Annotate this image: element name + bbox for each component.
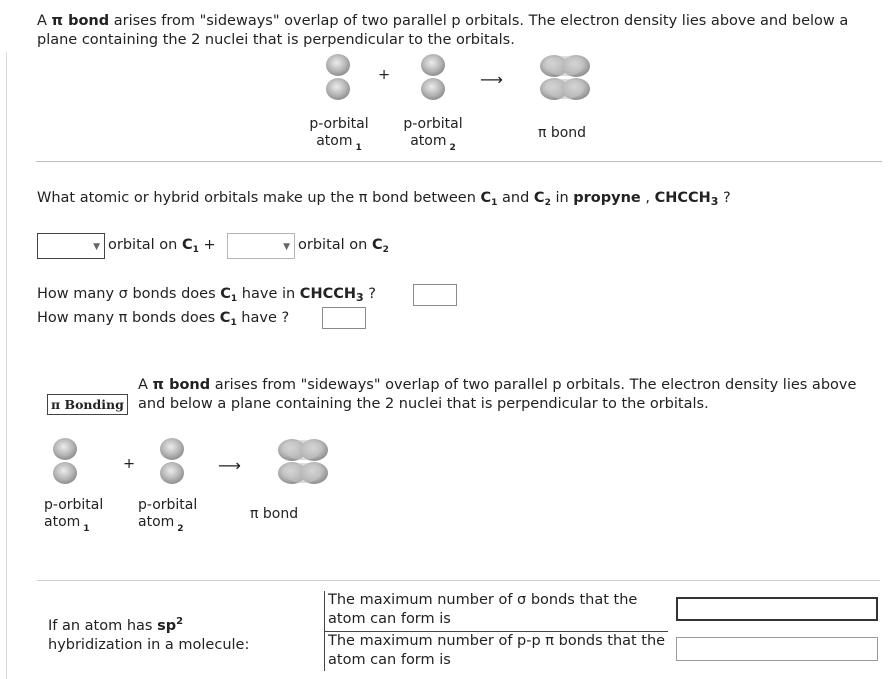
sigma-count-input[interactable] (413, 284, 457, 306)
hint-text: A π bond arises from "sideways" overlap of two parallel p orbitals. The electron density lies above and below a plane containing the 2 nuclei that is perpendicular to the orbitals. (138, 377, 857, 412)
chevron-down-icon: ▼ (283, 242, 290, 252)
reaction-arrow: ⟶ (218, 456, 241, 475)
plus-sign: + (378, 67, 391, 83)
p-orbital-atom1-icon (53, 438, 77, 484)
left-margin-rule (6, 52, 7, 679)
pi-count-input[interactable] (322, 307, 366, 329)
p-orbital-atom1-icon (326, 54, 350, 100)
max-pi-bonds-input[interactable] (676, 637, 878, 661)
hint-caption-pi-bond: π bond (250, 506, 299, 522)
plus-sign: + (123, 456, 136, 472)
intro-text: A π bond arises from "sideways" overlap of two parallel p orbitals. The electron density lies above and below a plane containing the 2 nuclei that is perpendicular to the orbitals. (37, 13, 849, 48)
chevron-down-icon: ▼ (93, 242, 100, 252)
orbital-c2-dropdown[interactable] (227, 233, 295, 259)
hint-caption-atom1: p-orbital atom $_1$ (44, 497, 104, 534)
pi-bond-icon (540, 55, 590, 100)
orbital-c2-label: orbital on $C_2$ (298, 237, 389, 255)
pi-bonding-badge: π Bonding (47, 394, 128, 415)
p-orbital-atom2-icon (421, 54, 445, 100)
hyb-row2-text: The maximum number of p-p π bonds that the atom can form is (328, 633, 666, 668)
p-orbital-atom2-icon (160, 438, 184, 484)
orbital-diagram-hint (50, 436, 350, 488)
reaction-arrow: ⟶ (480, 70, 503, 89)
orbital-c1-label: orbital on $C_1$ + (108, 237, 216, 255)
max-sigma-bonds-input[interactable] (676, 597, 878, 621)
pi-bond-icon (278, 439, 328, 484)
caption-atom2: p-orbital atom $_2$ (403, 116, 463, 153)
hyb-row1-text: The maximum number of σ bonds that the atom can form is (328, 592, 638, 627)
hint-caption-atom2: p-orbital atom $_2$ (138, 497, 198, 534)
sigma-question: How many σ bonds does $C_1$ have in $CHCCH_3$ ? (37, 286, 376, 304)
caption-atom1: p-orbital atom $_1$ (309, 116, 369, 153)
question-text: What atomic or hybrid orbitals make up the π bond between $C_1$ and $C_2$ in propyne , $CHCCH_3$ ? (37, 190, 731, 208)
orbital-c1-dropdown[interactable] (37, 233, 105, 259)
divider (36, 161, 882, 162)
orbital-diagram-top (305, 52, 605, 104)
hyb-lead: If an atom has $sp^2$ hybridization in a molecule: (48, 616, 250, 653)
caption-pi-bond: π bond (537, 125, 587, 141)
pi-question: How many π bonds does $C_1$ have ? (37, 310, 290, 328)
